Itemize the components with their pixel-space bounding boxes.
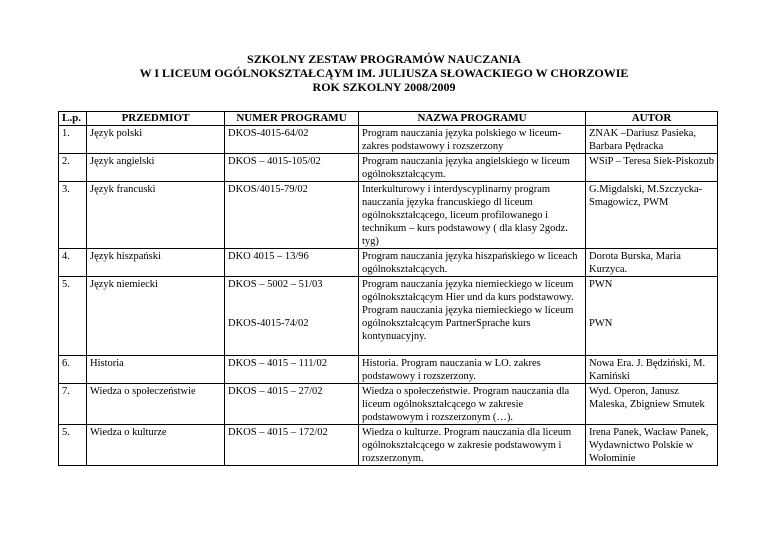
table-row [59, 126, 718, 154]
cell-program-name: Program nauczania języka angielskiego w liceum ogólnokształcącym. [359, 154, 586, 182]
table-row [59, 277, 718, 356]
table-row [59, 182, 718, 249]
cell-subject: Język francuski [87, 182, 225, 249]
cell-number: DKOS-4015-64/02 [225, 126, 359, 154]
program-name: Program nauczania języka niemieckiego w liceum ogólnokształcącym Hier und da kurs podstawowy. [362, 279, 574, 303]
cell-program-name [359, 277, 586, 356]
cell-author: G.Migdalski, M.Szczycka-Smagowicz, PWM [586, 182, 718, 249]
table-header-row [59, 112, 718, 126]
header-number: NUMER PROGRAMU [225, 112, 359, 126]
cell-author: Nowa Era. J. Będziński, M. Kamiński [586, 356, 718, 384]
table-row [59, 154, 718, 182]
table-row [59, 425, 718, 466]
cell-subject: Język niemiecki [87, 277, 225, 356]
programs-table [58, 111, 718, 466]
cell-program-name: Program nauczania języka polskiego w liceum-zakres podstawowy i rozszerzony [359, 126, 586, 154]
cell-subject: Wiedza o kulturze [87, 425, 225, 466]
cell-program-name: Wiedza o społeczeństwie. Program nauczania dla liceum ogólnokształcącego w zakresie podstawowym i rozszerzonym (…). [359, 384, 586, 425]
cell-lp: 3. [59, 182, 87, 249]
cell-lp: 2. [59, 154, 87, 182]
header-author: AUTOR [586, 112, 718, 126]
document-subtitle-school: W I LICEUM OGÓLNOKSZTAŁCĄYM IM. JULIUSZA SŁOWACKIEGO W CHORZOWIE [139, 66, 629, 80]
cell-program-name: Program nauczania języka hiszpańskiego w liceach ogólnokształcących. [359, 249, 586, 277]
cell-number: DKO 4015 – 13/96 [225, 249, 359, 277]
cell-number: DKOS – 4015-105/02 [225, 154, 359, 182]
cell-program-name: Interkulturowy i interdyscyplinarny program nauczania języka francuskiego dl liceum ogólnokształcącego, liceum profilowanego i technikum – kurs podstawowy ( dla klasy 2godz. tyg) [359, 182, 586, 249]
cell-author: WSiP – Teresa Siek-Piskozub [586, 154, 718, 182]
program-number-second: DKOS-4015-74/02 [228, 318, 309, 329]
cell-lp: 1. [59, 126, 87, 154]
cell-number: DKOS – 4015 – 111/02 [225, 356, 359, 384]
cell-subject: Język hiszpański [87, 249, 225, 277]
header-lp: L.p. [59, 112, 87, 126]
cell-number: DKOS – 4015 – 172/02 [225, 425, 359, 466]
program-name-second: Program nauczania języka niemieckiego w liceum ogólnokształcącym PartnerSprache kurs kontynuacyjny. [362, 305, 574, 342]
program-number: DKOS – 5002 – 51/03 [228, 279, 323, 290]
header-subject: PRZEDMIOT [87, 112, 225, 126]
cell-number: DKOS – 4015 – 27/02 [225, 384, 359, 425]
cell-lp: 5. [59, 425, 87, 466]
header-name: NAZWA PROGRAMU [359, 112, 586, 126]
cell-author: Dorota Burska, Maria Kurzyca. [586, 249, 718, 277]
cell-number: DKOS/4015-79/02 [225, 182, 359, 249]
cell-subject: Historia [87, 356, 225, 384]
cell-author: Irena Panek, Wacław Panek, Wydawnictwo Polskie w Wołominie [586, 425, 718, 466]
cell-lp: 7. [59, 384, 87, 425]
table-row [59, 356, 718, 384]
cell-subject: Język polski [87, 126, 225, 154]
cell-lp: 6. [59, 356, 87, 384]
cell-lp: 4. [59, 249, 87, 277]
table-row [59, 384, 718, 425]
cell-author: ZNAK –Dariusz Pasieka, Barbara Pędracka [586, 126, 718, 154]
author: PWN [589, 279, 613, 290]
cell-subject: Język angielski [87, 154, 225, 182]
cell-subject: Wiedza o społeczeństwie [87, 384, 225, 425]
cell-author: Wyd. Operon, Janusz Maleska, Zbigniew Smutek [586, 384, 718, 425]
cell-program-name: Wiedza o kulturze. Program nauczania dla liceum ogólnokształcącego w zakresie podstawowym i rozszerzonym. [359, 425, 586, 466]
document-title: SZKOLNY ZESTAW PROGRAMÓW NAUCZANIA [247, 52, 521, 66]
document-subtitle-year: ROK SZKOLNY 2008/2009 [312, 80, 456, 94]
table-row [59, 249, 718, 277]
cell-author [586, 277, 718, 356]
cell-program-name: Historia. Program nauczania w LO. zakres podstawowy i rozszerzony. [359, 356, 586, 384]
author-second: PWN [589, 318, 613, 329]
cell-number [225, 277, 359, 356]
cell-lp: 5. [59, 277, 87, 356]
